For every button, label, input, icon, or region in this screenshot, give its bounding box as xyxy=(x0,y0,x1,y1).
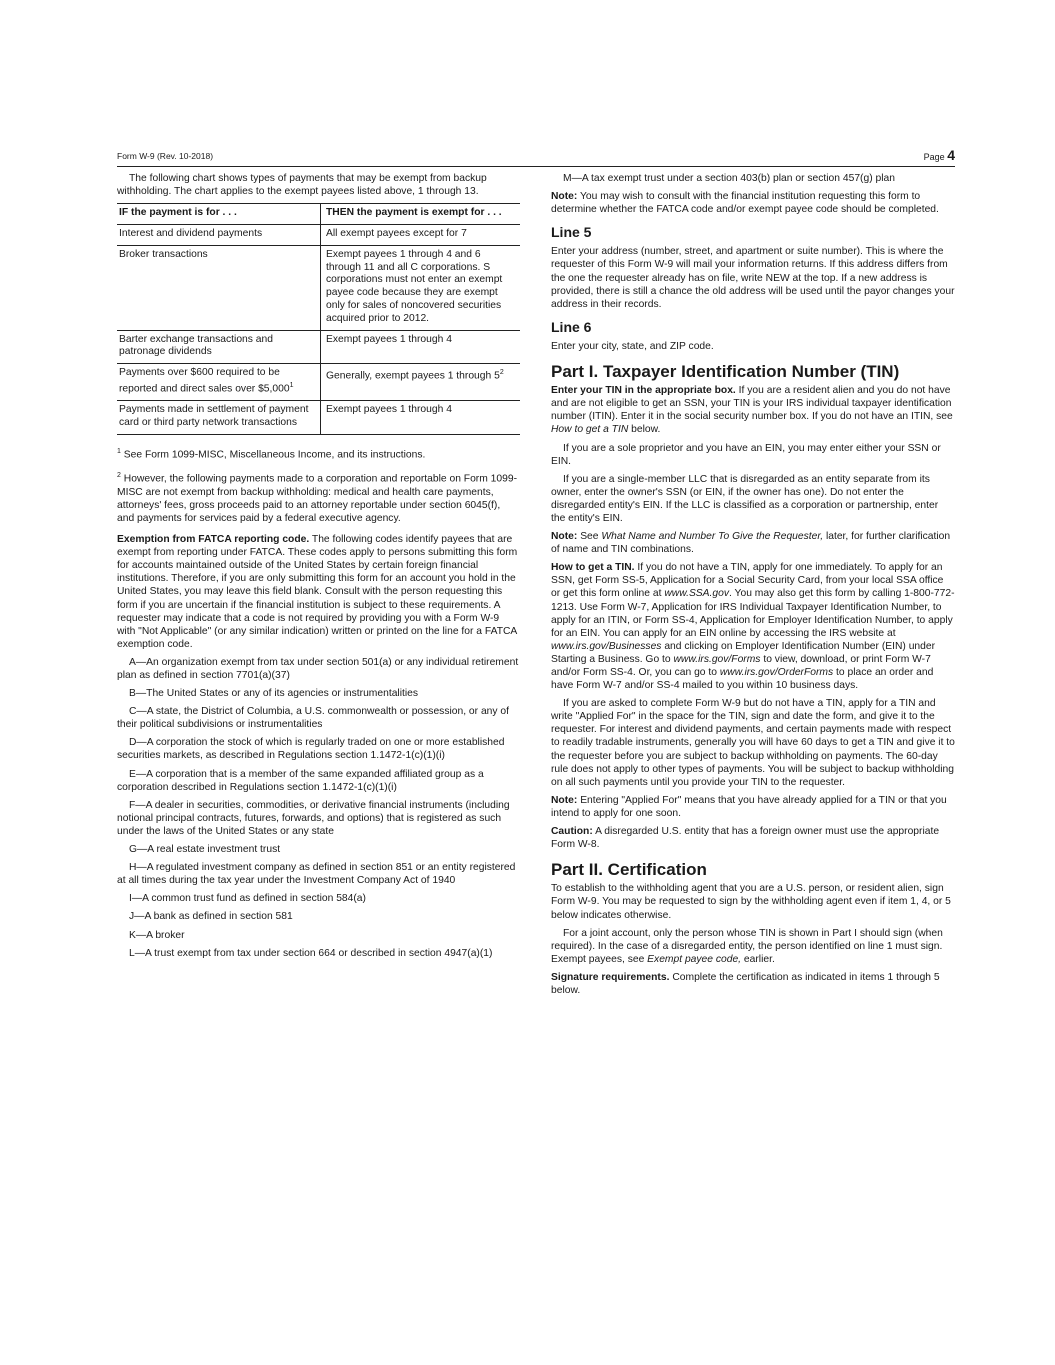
certification-paragraph: To establish to the withholding agent that you are a U.S. person, or resident alien, sign Form W-9. You may be requested to sign by the withholding agent even if item 1, 4, or 5 below indicates otherwise. xyxy=(551,883,951,921)
payment-cell: Barter exchange transactions and patronage dividends xyxy=(117,330,321,364)
note-fatca: Note: You may wish to consult with the financial institution requesting this form to determine whether the FATCA code and/or exempt payee code should be completed. xyxy=(551,191,939,216)
payment-cell: Interest and dividend payments xyxy=(117,224,321,245)
exemption-code-item: E—A corporation that is a member of the same expanded affiliated group as a corporation described in Regulations section 1.1472-1(c)(1)(i) xyxy=(117,768,484,793)
part1-heading: Part I. Taxpayer Identification Number (TIN) xyxy=(551,362,900,382)
table-header-row xyxy=(117,204,520,225)
table-row xyxy=(117,245,520,330)
table-row xyxy=(117,401,520,435)
exempt-cell: All exempt payees except for 7 xyxy=(321,224,521,245)
table-row xyxy=(117,224,520,245)
signature-requirements-paragraph: Signature requirements. Complete the certification as indicated in items 1 through 5 below. xyxy=(551,971,940,996)
left-column xyxy=(117,172,520,965)
chart-intro: The following chart shows types of payments that may be exempt from backup withholding. The chart applies to the exempt payees listed above, 1 through 13. xyxy=(117,173,487,198)
exemption-code-item: L—A trust exempt from tax under section 664 or described in section 4947(a)(1) xyxy=(129,947,493,959)
table-header-payment: IF the payment is for . . . xyxy=(117,204,321,225)
line5-heading: Line 5 xyxy=(551,224,592,241)
footnote-1: $^1$ See Form 1099-MISC, Miscellaneous Income, and its instructions. xyxy=(117,447,426,461)
payment-cell: Broker transactions xyxy=(117,245,321,330)
exemption-code-item: G—A real estate investment trust xyxy=(129,844,281,856)
line6-text: Enter your city, state, and ZIP code. xyxy=(551,340,714,352)
irs-orderforms-link[interactable]: www.irs.gov/OrderForms xyxy=(719,667,834,678)
llc-paragraph: If you are a single-member LLC that is disregarded as an entity separate from its owner, enter the owner's SSN (or EIN, if the owner has one). Do not enter the disregarded entity's EIN. If the LLC is classified as a corporation or partnership, enter the entity's EIN. xyxy=(551,473,939,524)
table-row xyxy=(117,330,520,364)
sole-proprietor-paragraph: If you are a sole proprietor and you have an EIN, you may enter either your SSN or EIN. xyxy=(551,442,941,467)
exemption-code-item: J—A bank as defined in section 581 xyxy=(129,911,293,923)
page-header xyxy=(117,146,955,167)
irs-businesses-link[interactable]: www.irs.gov/Businesses xyxy=(551,640,662,652)
table-row xyxy=(117,364,520,401)
right-column xyxy=(551,172,955,1002)
page-number: Page 4 xyxy=(923,147,955,163)
form-id: Form W-9 (Rev. 10-2018) xyxy=(117,151,214,161)
how-to-get-tin-paragraph: How to get a TIN. If you do not have a TIN, apply for one immediately. To apply for an SSN, get Form SS-5, Application for a Social Security Card, from your local SSA office or get this form online at www.SSA.gov. You may also get this form by calling 1-800-772-1213. Use Form W-7, Application for IRS Individual Taxpayer Identification Number, to apply for an ITIN, or Form SS-4, Application for Employer Identification Number, to apply for an EIN. You can apply for an EIN online by accessing the IRS website at www.irs.gov/Businesses and clicking on Employer Identification Number (EIN) under Starting a Business. Go to www.irs.gov/Forms to view, download, or print Form W-7 and/or Form SS-4. Or, you can go to www.irs.gov/OrderForms to place an order and have Form W-7 and/or SS-4 mailed to you within 10 business days. xyxy=(551,562,955,692)
exempt-cell: Exempt payees 1 through 4 and 6 through 11 and all C corporations. S corporations must not enter an exempt payee code because they are exempt only for sales of noncovered securities acquired prior to 2012. xyxy=(321,245,521,330)
exemption-code-item: I—A common trust fund as defined in section 584(a) xyxy=(129,893,366,905)
exemption-code-item: B—The United States or any of its agencies or instrumentalities xyxy=(129,688,419,700)
exemption-code-item: F—A dealer in securities, commodities, or derivative financial instruments (including notional principal contracts, futures, forwards, and options) that is registered as such under the laws of the United States or any state xyxy=(117,799,510,837)
fatca-exemption-paragraph: Exemption from FATCA reporting code. The following codes identify payees that are exempt from reporting under FATCA. These codes apply to persons submitting this form for accounts maintained outside of the United States by certain foreign financial institutions. Therefore, if you are only submitting this form for an account you hold in the United States, you may leave this field blank. Consult with the person requesting this form if you are uncertain if the financial institution is subject to these requirements. A requester may indicate that a code is not required by providing you with a Form W-9 with "Not Applicable" (or any similar indication) written or printed on the line for a FATCA exemption code. xyxy=(117,534,518,650)
exemption-code-item: K—A broker xyxy=(129,929,185,941)
payment-cell: Payments made in settlement of payment card or third party network transactions xyxy=(117,401,321,435)
irs-forms-link[interactable]: www.irs.gov/Forms xyxy=(673,653,761,665)
footnote-ref: 2 xyxy=(499,369,504,377)
footnote-ref: 1 xyxy=(289,381,294,389)
part2-heading: Part II. Certification xyxy=(551,860,707,880)
exempt-cell: Exempt payees 1 through 4 xyxy=(321,401,521,435)
payment-exemption-table xyxy=(117,203,520,435)
payment-cell: Payments over $600 required to be reported and direct sales over $5,000$^1$ xyxy=(117,364,321,401)
line5-text: Enter your address (number, street, and apartment or suite number). This is where the requester of this Form W-9 will mail your information returns. If this address differs from the one the requester already has on file, write NEW at the top. If a new address is provided, there is still a chance the old address will be used until the payor changes your address in their records. xyxy=(551,246,955,310)
applied-for-paragraph: If you are asked to complete Form W-9 but do not have a TIN, apply for a TIN and write "Applied For" in the space for the TIN, sign and date the form, and give it to the requester. For interest and dividend payments, and certain payments made with respect to readily tradable instruments, generally you will have 60 days to get a TIN and give it to the requester before you are subject to backup withholding on payments. The 60-day rule does not apply to other types of payments. You will be subject to backup withholding on all such payments until you provide your TIN to the requester. xyxy=(551,698,955,788)
line6-heading: Line 6 xyxy=(551,318,592,335)
exempt-cell: Exempt payees 1 through 4 xyxy=(321,330,521,364)
note-name-number: Note: See What Name and Number To Give the Requester, later, for further clarification of name and TIN combinations. xyxy=(551,531,951,556)
exempt-cell: Generally, exempt payees 1 through $5^2$ xyxy=(321,364,521,401)
note-applied-for: Note: Entering "Applied For" means that you have already applied for a TIN or that you intend to apply for one soon. xyxy=(551,794,947,819)
caution-paragraph: Caution: A disregarded U.S. entity that has a foreign owner must use the appropriate Form W-8. xyxy=(551,826,940,851)
ssa-link[interactable]: www.SSA.gov xyxy=(664,588,730,600)
exemption-code-item: C—A state, the District of Columbia, a U.S. commonwealth or possession, or any of their political subdivisions or instrumentalities xyxy=(117,706,509,731)
joint-account-paragraph: For a joint account, only the person whose TIN is shown in Part I should sign (when required). In the case of a disregarded entity, the person identified on line 1 must sign. Exempt payees, see Exempt payee code, earlier. xyxy=(551,927,943,965)
footnote-2: $^2$ However, the following payments made to a corporation and reportable on Form 1099-MISC are not exempt from backup withholding: medical and health care payments, attorneys' fees, gross proceeds paid to an attorney reportable under section 6045(f), and payments for services paid by a federal executive agency. xyxy=(117,472,517,524)
exemption-code-item: D—A corporation the stock of which is regularly traded on one or more established securities markets, as described in Regulations section 1.1472-1(c)(1)(i) xyxy=(117,737,505,762)
exemption-code-item: M—A tax exempt trust under a section 403(b) plan or section 457(g) plan xyxy=(563,173,895,184)
table-header-exempt: THEN the payment is exempt for . . . xyxy=(321,204,521,225)
exemption-code-item: H—A regulated investment company as defined in section 851 or an entity registered at all times during the tax year under the Investment Company Act of 1940 xyxy=(117,862,516,887)
exemption-code-item: A—An organization exempt from tax under section 501(a) or any individual retirement plan as defined in section 7701(a)(37) xyxy=(117,656,519,682)
tin-paragraph: Enter your TIN in the appropriate box. If you are a resident alien and you do not have and are not eligible to get an SSN, your TIN is your IRS individual taxpayer identification number (ITIN). Enter it in the social security number box. If you do not have an ITIN, see How to get a TIN below. xyxy=(551,385,953,436)
